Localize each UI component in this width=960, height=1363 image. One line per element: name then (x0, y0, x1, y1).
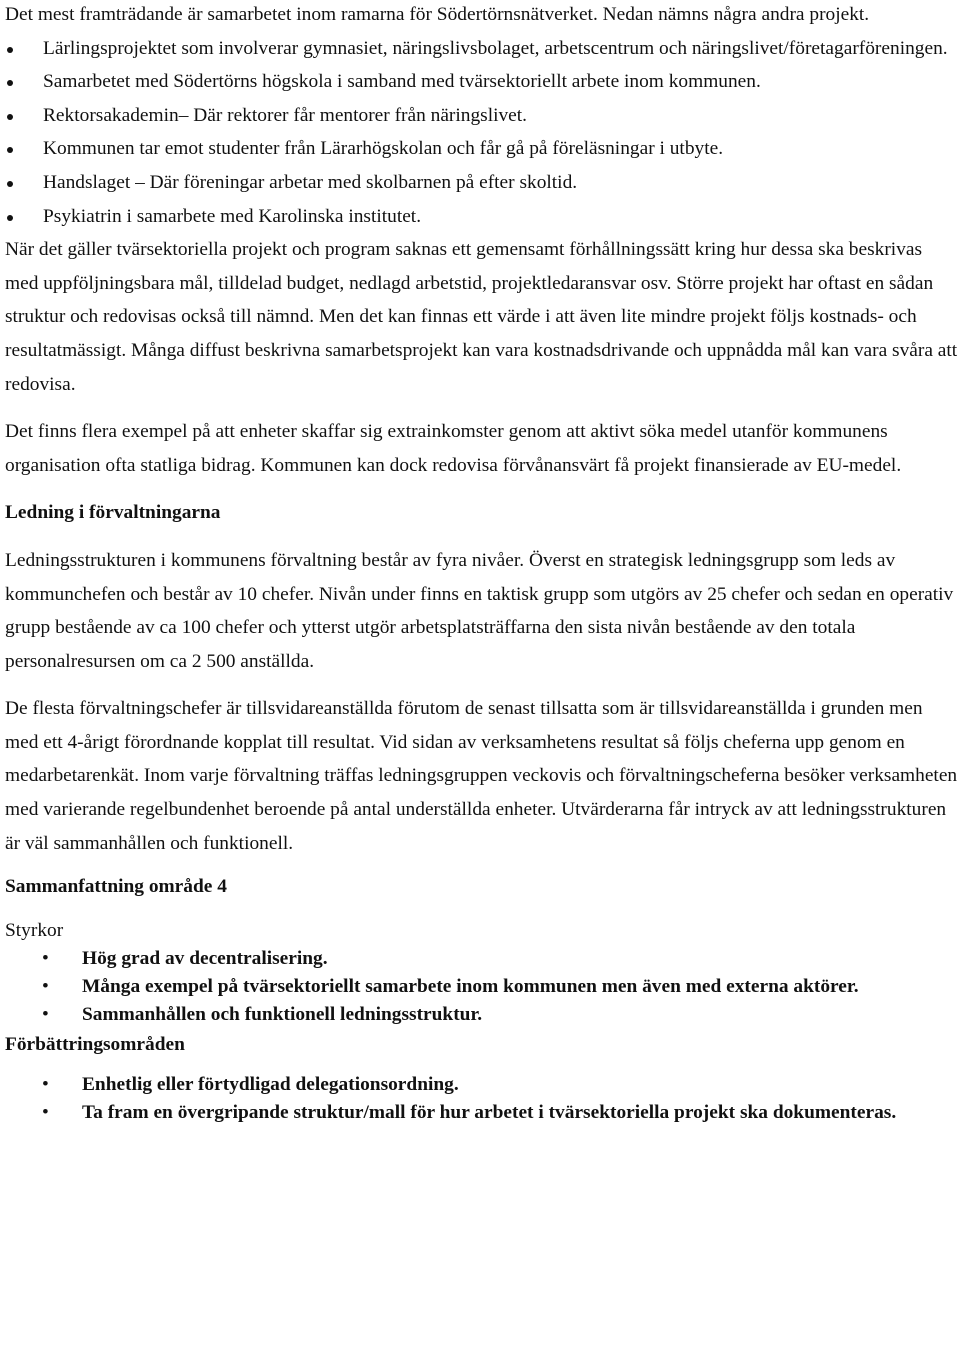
spacer (5, 530, 960, 544)
styrkor-label: Styrkor (5, 920, 64, 942)
list-item-text: Kommunen tar emot studenter från Lärarhögskolan och får gå på föreläsningar i utbyte. (43, 138, 724, 160)
forbattring-list (5, 1072, 960, 1126)
forbattring-label: Förbättringsområden (5, 1034, 185, 1056)
list-item-text: Handslaget – Där föreningar arbetar med skolbarnen på efter skoltid. (43, 171, 578, 193)
list-item-text: Psykiatrin i samarbete med Karolinska institutet. (43, 205, 422, 227)
spacer (5, 902, 960, 916)
section-heading-sammanfattning: Sammanfattning område 4 (5, 876, 227, 898)
list-item-text: Hög grad av decentralisering. (82, 948, 328, 970)
paragraph-ledningsstruktur: Ledningsstrukturen i kommunens förvaltning består av fyra nivåer. Överst en strategisk ledningsgrupp som leds av kommunchefen och består av 10 chefer. Nivån under finns en taktisk grupp som utgörs av 25 chefer och sedan en operativ grupp bestående av ca 100 chefer och ytterst utgör arbetsplatsträffarna den sista nivån bestående av den totala personalresursen om ca 2 500 anställda. (5, 549, 954, 672)
list-item-text: Sammanhållen och funktionell ledningsstruktur. (82, 1004, 483, 1026)
list-item (5, 166, 960, 200)
bullet-icon: • (42, 948, 49, 970)
list-item (5, 1002, 960, 1028)
bullet-dot-icon (7, 80, 13, 86)
list-item (5, 946, 960, 972)
bullet-dot-icon (7, 181, 13, 187)
bullet-dot-icon (7, 114, 13, 120)
paragraph-extrainkomster: Det finns flera exempel på att enheter skaffar sig extrainkomster genom att aktivt söka medel utanför kommunens organisation ofta statliga bidrag. Kommunen kan dock redovisa förvånansvärt få projekt finansierade av EU-medel. (5, 421, 902, 476)
spacer (5, 860, 960, 872)
list-item (5, 65, 960, 99)
list-item (5, 99, 960, 133)
spacer (5, 401, 960, 415)
bullet-dot-icon (7, 215, 13, 221)
list-item (5, 132, 960, 166)
bullet-icon: • (42, 1004, 49, 1026)
section-heading-ledning: Ledning i förvaltningarna (5, 502, 221, 524)
intro-paragraph: Det mest framträdande är samarbetet inom ramarna för Södertörnsnätverket. Nedan nämns några andra projekt. (5, 4, 870, 25)
paragraph-tvarsektoriella: När det gäller tvärsektoriella projekt och program saknas ett gemensamt förhållningssätt kring hur dessa ska beskrivas med uppföljningsbara mål, tilldelad budget, nedlagd arbetstid, projektledaransvar osv. Större projekt har oftast en sådan struktur och redovisas också till nämnd. Men det kan finnas ett värde i att även lite mindre projekt följs kostnads- och resultatmässigt. Många diffust beskrivna samarbetsprojekt kan vara kostnadsdrivande och uppnådda mål kan vara svåra att redovisa. (5, 239, 958, 395)
styrkor-list (5, 946, 960, 1028)
bullet-icon: • (42, 1102, 49, 1124)
bullet-icon: • (42, 976, 49, 998)
list-item (5, 200, 960, 234)
list-item (5, 974, 960, 1000)
list-item-text: Lärlingsprojektet som involverar gymnasiet, näringslivsbolaget, arbetscentrum och näringslivet/företagarföreningen. (43, 37, 948, 59)
bullet-icon: • (42, 1074, 49, 1096)
list-item (5, 1072, 960, 1098)
list-item-text: Ta fram en övergripande struktur/mall för hur arbetet i tvärsektoriella projekt ska dokumenteras. (82, 1102, 897, 1124)
list-item (5, 32, 960, 66)
list-item-text: Många exempel på tvärsektoriellt samarbete inom kommunen men även med externa aktörer. (82, 976, 859, 998)
list-item-text: Samarbetet med Södertörns högskola i samband med tvärsektoriellt arbete inom kommunen. (43, 71, 761, 93)
list-item (5, 1100, 960, 1126)
bullet-dot-icon (7, 147, 13, 153)
list-item-text: Enhetlig eller förtydligad delegationsordning. (82, 1074, 459, 1096)
spacer (5, 1060, 960, 1072)
spacer (5, 482, 960, 496)
paragraph-forvaltningschefer: De flesta förvaltningschefer är tillsvidareanställda förutom de senast tillsatta som är tillsvidareanställda i grunden men med ett 4-årigt förordnande kopplat till resultat. Vid sidan av verksamhetens resultat så följs cheferna upp genom en medarbetarenkät. Inom varje förvaltning träffas ledningsgruppen veckovis och förvaltningscheferna besöker verksamheten med varierande regelbundenhet beroende på antal underställda enheter. Utvärderarna får intryck av att ledningsstrukturen är väl sammanhållen och funktionell. (5, 698, 958, 854)
bullet-dot-icon (7, 47, 13, 53)
spacer (5, 678, 960, 692)
list-item-text: Rektorsakademin– Där rektorer får mentorer från näringslivet. (43, 104, 528, 126)
projects-list (5, 32, 960, 234)
